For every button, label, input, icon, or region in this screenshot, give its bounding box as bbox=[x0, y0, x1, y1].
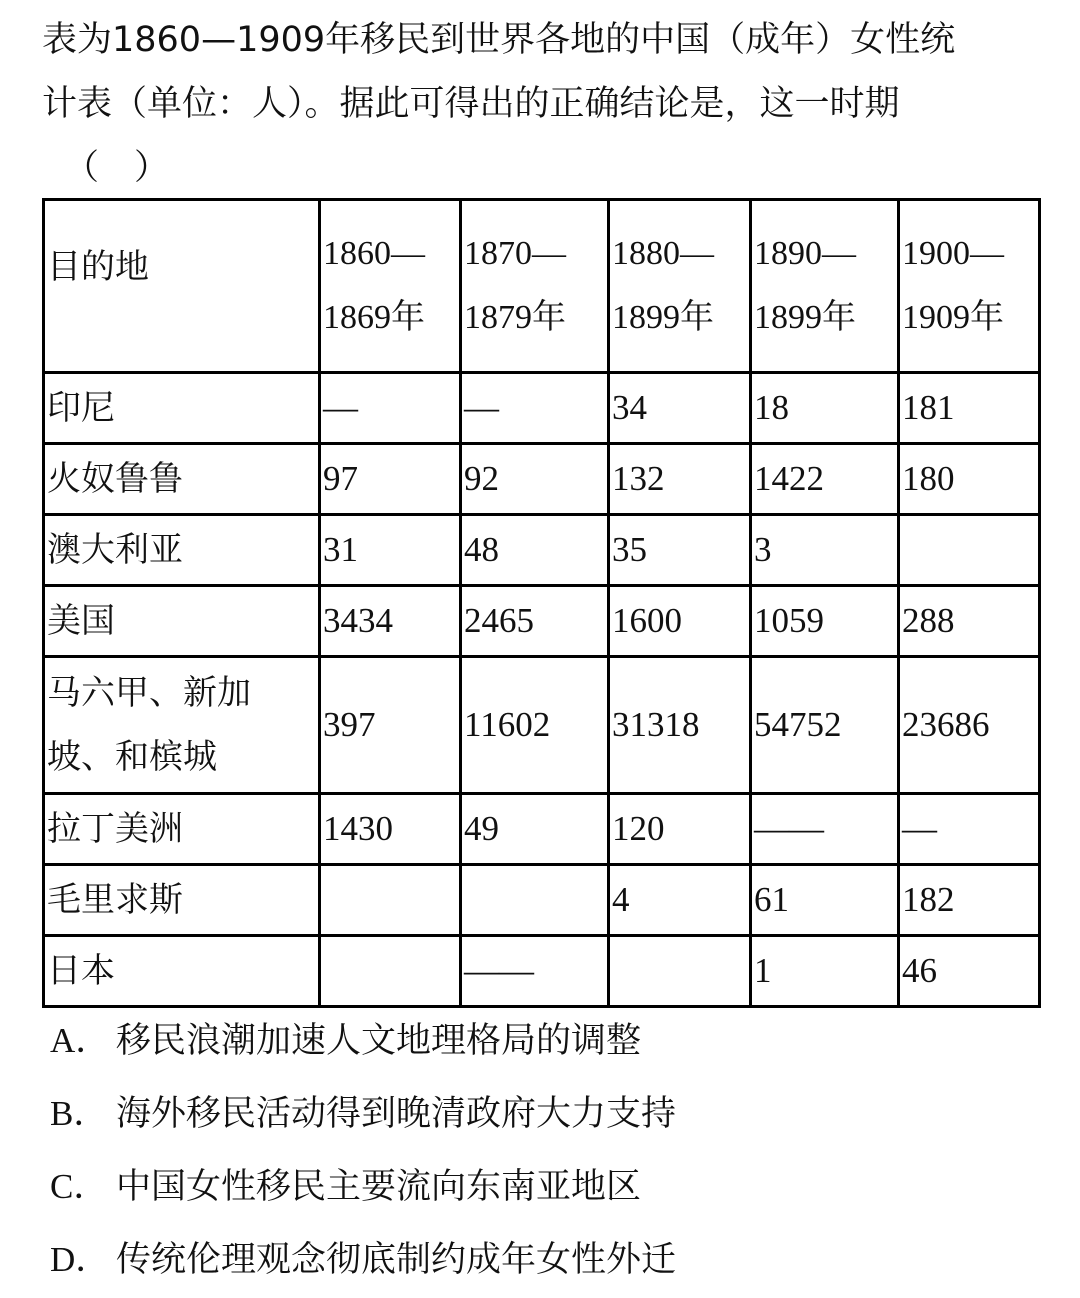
table-cell bbox=[899, 515, 1040, 586]
table-cell: 23686 bbox=[899, 657, 1040, 794]
table-cell: 54752 bbox=[751, 657, 899, 794]
option-d[interactable] bbox=[50, 1223, 1050, 1296]
table-cell: 1422 bbox=[751, 444, 899, 515]
table-cell: 3 bbox=[751, 515, 899, 586]
table-row bbox=[44, 936, 1040, 1007]
table-cell: 1600 bbox=[609, 586, 751, 657]
question-stem bbox=[42, 8, 1042, 200]
option-letter: A． bbox=[50, 1021, 111, 1060]
table-cell: — bbox=[320, 373, 461, 444]
option-letter: C． bbox=[50, 1167, 109, 1206]
table-cell: 2465 bbox=[461, 586, 609, 657]
answer-options bbox=[50, 1004, 1050, 1296]
table-row bbox=[44, 865, 1040, 936]
table-cell: 1 bbox=[751, 936, 899, 1007]
table-cell: 120 bbox=[609, 794, 751, 865]
table-cell: 397 bbox=[320, 657, 461, 794]
option-text: 中国女性移民主要流向东南亚地区 bbox=[116, 1167, 642, 1207]
header-period-4: 1890— 1899年 bbox=[751, 200, 899, 373]
option-letter: B． bbox=[50, 1094, 109, 1133]
table-cell: 49 bbox=[461, 794, 609, 865]
table-cell: 11602 bbox=[461, 657, 609, 794]
table-cell: 180 bbox=[899, 444, 1040, 515]
row-destination: 拉丁美洲 bbox=[44, 794, 320, 865]
table-cell: 288 bbox=[899, 586, 1040, 657]
table-cell bbox=[320, 865, 461, 936]
answer-blank: （ ） bbox=[64, 148, 170, 188]
table-cell: 46 bbox=[899, 936, 1040, 1007]
question-line-2: 计表（单位：人）。据此可得出的正确结论是，这一时期 bbox=[42, 84, 900, 124]
row-destination: 毛里求斯 bbox=[44, 865, 320, 936]
header-period-1: 1860— 1869年 bbox=[320, 200, 461, 373]
option-text: 海外移民活动得到晚清政府大力支持 bbox=[116, 1094, 677, 1134]
table-cell bbox=[320, 936, 461, 1007]
table-row bbox=[44, 515, 1040, 586]
row-destination: 火奴鲁鲁 bbox=[44, 444, 320, 515]
migration-table bbox=[42, 198, 1041, 1008]
row-destination: 澳大利亚 bbox=[44, 515, 320, 586]
row-destination: 日本 bbox=[44, 936, 320, 1007]
table-cell: — bbox=[899, 794, 1040, 865]
table-cell: 18 bbox=[751, 373, 899, 444]
table-cell: 132 bbox=[609, 444, 751, 515]
header-period-3: 1880— 1899年 bbox=[609, 200, 751, 373]
option-text: 移民浪潮加速人文地理格局的调整 bbox=[116, 1021, 642, 1061]
table-cell: 4 bbox=[609, 865, 751, 936]
row-destination: 美国 bbox=[44, 586, 320, 657]
option-c[interactable] bbox=[50, 1150, 1050, 1223]
table-cell: 97 bbox=[320, 444, 461, 515]
table-cell: 181 bbox=[899, 373, 1040, 444]
table-cell bbox=[461, 865, 609, 936]
table-row bbox=[44, 794, 1040, 865]
table-cell: 34 bbox=[609, 373, 751, 444]
table-row bbox=[44, 586, 1040, 657]
header-period-2: 1870— 1879年 bbox=[461, 200, 609, 373]
table-cell: 1430 bbox=[320, 794, 461, 865]
table-cell: 31 bbox=[320, 515, 461, 586]
table-cell: 182 bbox=[899, 865, 1040, 936]
table-cell: 61 bbox=[751, 865, 899, 936]
table-cell: 3434 bbox=[320, 586, 461, 657]
header-period-5: 1900— 1909年 bbox=[899, 200, 1040, 373]
table-cell bbox=[609, 936, 751, 1007]
option-text: 传统伦理观念彻底制约成年女性外迁 bbox=[116, 1240, 677, 1280]
table-row bbox=[44, 657, 1040, 794]
table-cell: —— bbox=[751, 794, 899, 865]
option-a[interactable] bbox=[50, 1004, 1050, 1077]
header-destination: 目的地 bbox=[44, 200, 320, 373]
table-cell: 48 bbox=[461, 515, 609, 586]
question-line-1: 表为1860—1909年移民到世界各地的中国（成年）女性统 bbox=[42, 20, 956, 60]
row-destination: 马六甲、新加 坡、和槟城 bbox=[44, 657, 320, 794]
option-b[interactable] bbox=[50, 1077, 1050, 1150]
row-destination: 印尼 bbox=[44, 373, 320, 444]
table-cell: 35 bbox=[609, 515, 751, 586]
table-cell: 1059 bbox=[751, 586, 899, 657]
option-letter: D． bbox=[50, 1240, 111, 1279]
table-header-row bbox=[44, 200, 1040, 373]
table-cell: —— bbox=[461, 936, 609, 1007]
table-cell: — bbox=[461, 373, 609, 444]
table-row bbox=[44, 373, 1040, 444]
table-cell: 31318 bbox=[609, 657, 751, 794]
table-row bbox=[44, 444, 1040, 515]
table-cell: 92 bbox=[461, 444, 609, 515]
